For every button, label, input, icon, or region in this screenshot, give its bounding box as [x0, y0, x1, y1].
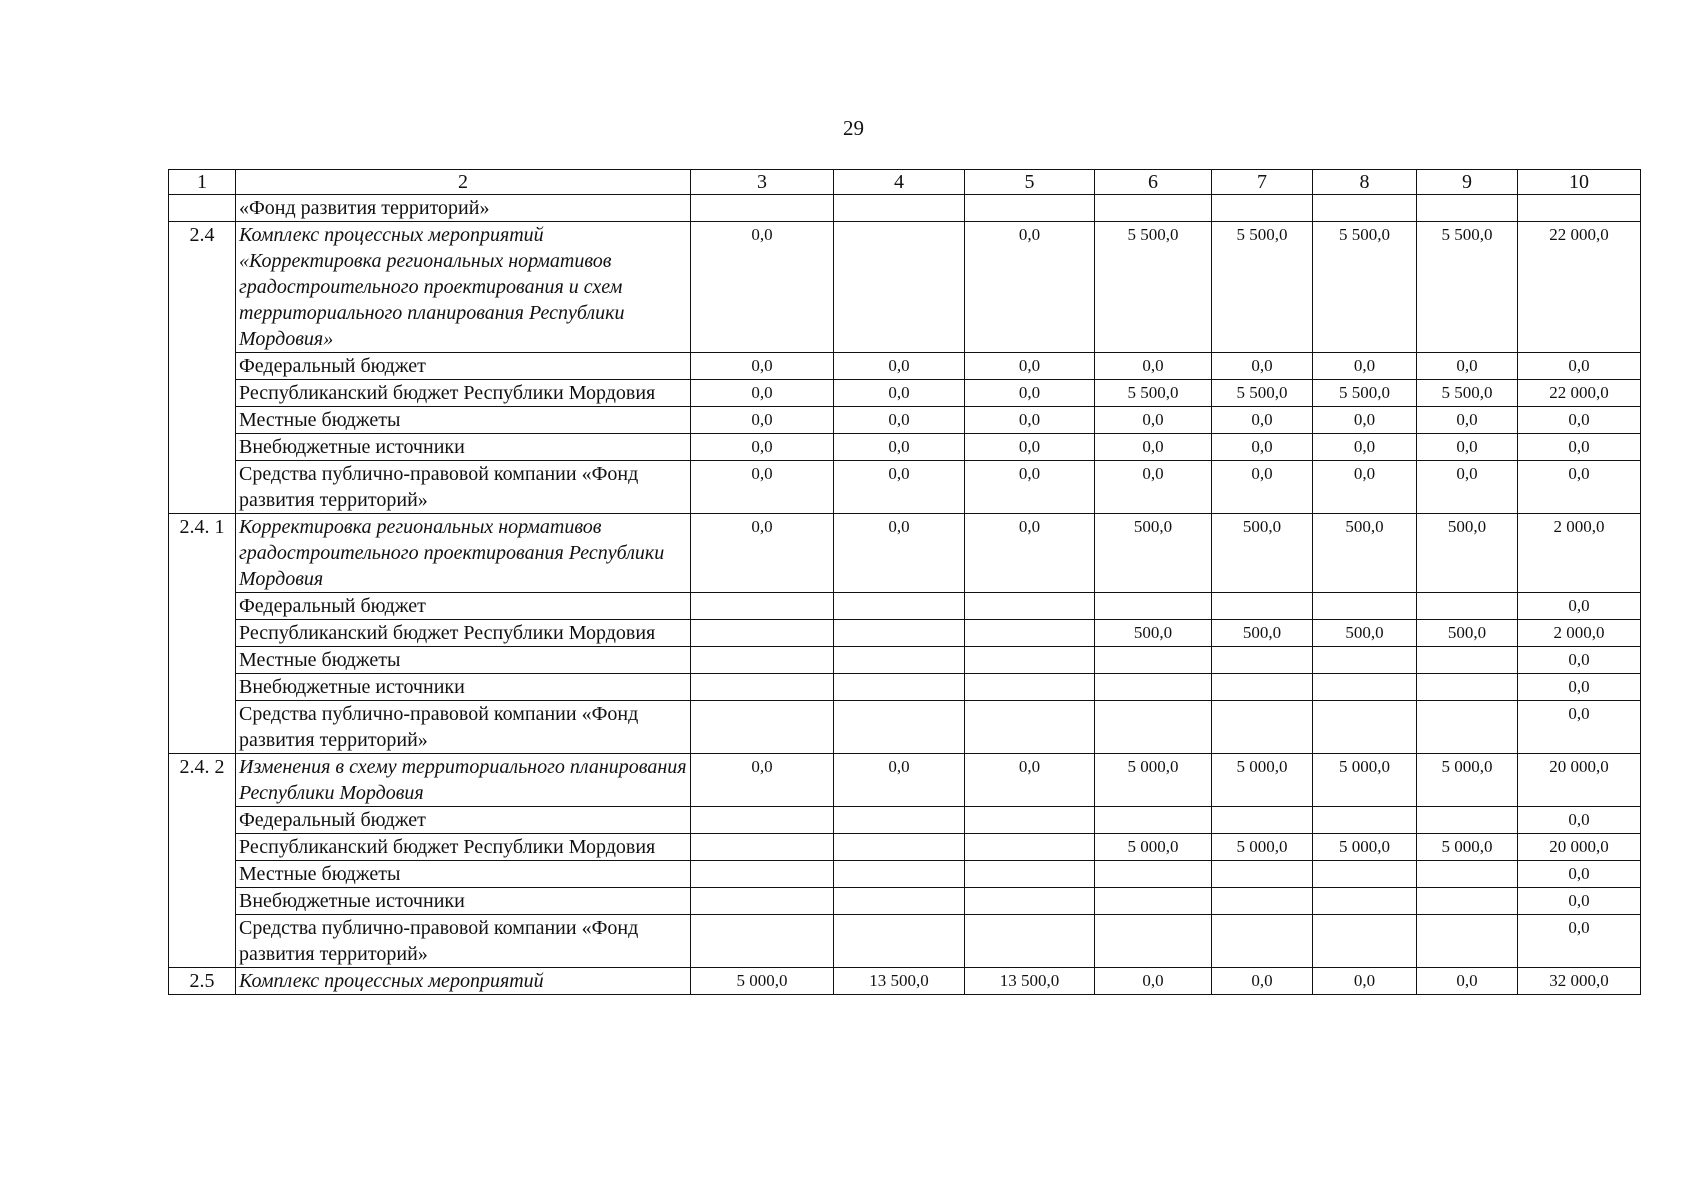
value-cell: 0,0 [691, 461, 834, 514]
value-cell: 5 000,0 [1095, 754, 1212, 807]
value-cell: 0,0 [965, 407, 1095, 434]
value-cell: 0,0 [1518, 353, 1641, 380]
value-cell [691, 834, 834, 861]
value-cell: 0,0 [1518, 915, 1641, 968]
value-cell: 22 000,0 [1518, 222, 1641, 353]
value-cell: 500,0 [1095, 620, 1212, 647]
column-header: 8 [1313, 170, 1417, 195]
table-body [169, 195, 1641, 995]
value-cell [691, 620, 834, 647]
value-cell [1313, 701, 1417, 754]
value-cell: 0,0 [834, 380, 965, 407]
value-cell: 0,0 [1313, 434, 1417, 461]
value-cell: 0,0 [1417, 353, 1518, 380]
value-cell [1417, 593, 1518, 620]
value-cell: 5 500,0 [1313, 380, 1417, 407]
value-cell [1212, 807, 1313, 834]
value-cell: 0,0 [1095, 461, 1212, 514]
value-cell [1095, 861, 1212, 888]
row-description: Внебюджетные источники [236, 674, 691, 701]
value-cell [1313, 861, 1417, 888]
value-cell [1212, 861, 1313, 888]
value-cell [965, 888, 1095, 915]
value-cell [691, 647, 834, 674]
value-cell: 13 500,0 [965, 968, 1095, 995]
value-cell [965, 620, 1095, 647]
row-description: Федеральный бюджет [236, 353, 691, 380]
value-cell: 0,0 [1518, 888, 1641, 915]
value-cell [691, 701, 834, 754]
value-cell: 0,0 [1095, 353, 1212, 380]
value-cell: 500,0 [1212, 620, 1313, 647]
row-description: Республиканский бюджет Республики Мордовия [236, 380, 691, 407]
value-cell [834, 888, 965, 915]
value-cell: 0,0 [691, 353, 834, 380]
value-cell: 5 500,0 [1095, 380, 1212, 407]
table-row [169, 380, 1641, 407]
value-cell [1313, 647, 1417, 674]
value-cell [1095, 647, 1212, 674]
header-row [169, 170, 1641, 195]
value-cell: 0,0 [691, 754, 834, 807]
value-cell: 0,0 [1212, 461, 1313, 514]
budget-table [168, 169, 1641, 995]
value-cell [965, 701, 1095, 754]
value-cell [1417, 701, 1518, 754]
table-row [169, 593, 1641, 620]
table-row [169, 861, 1641, 888]
value-cell: 20 000,0 [1518, 834, 1641, 861]
value-cell [1095, 701, 1212, 754]
value-cell: 0,0 [691, 222, 834, 353]
value-cell [965, 647, 1095, 674]
row-description: Местные бюджеты [236, 407, 691, 434]
value-cell: 0,0 [1518, 701, 1641, 754]
column-header: 1 [169, 170, 236, 195]
value-cell: 500,0 [1212, 514, 1313, 593]
value-cell [965, 915, 1095, 968]
row-index: 2.4 [169, 222, 236, 514]
value-cell [691, 674, 834, 701]
value-cell: 500,0 [1313, 620, 1417, 647]
value-cell: 5 500,0 [1417, 380, 1518, 407]
table-row [169, 807, 1641, 834]
value-cell [1417, 647, 1518, 674]
value-cell: 0,0 [1313, 353, 1417, 380]
row-description: Изменения в схему территориального планирования Республики Мордовия [236, 754, 691, 807]
value-cell: 0,0 [1518, 807, 1641, 834]
value-cell: 0,0 [1212, 353, 1313, 380]
value-cell [965, 195, 1095, 222]
value-cell [1095, 807, 1212, 834]
value-cell [1212, 888, 1313, 915]
value-cell: 5 500,0 [1212, 222, 1313, 353]
value-cell [965, 593, 1095, 620]
value-cell [1518, 195, 1641, 222]
value-cell [1212, 915, 1313, 968]
value-cell: 0,0 [965, 754, 1095, 807]
value-cell: 500,0 [1095, 514, 1212, 593]
value-cell: 0,0 [1095, 407, 1212, 434]
value-cell: 0,0 [691, 514, 834, 593]
row-description: Внебюджетные источники [236, 434, 691, 461]
table-row [169, 968, 1641, 995]
value-cell [834, 620, 965, 647]
value-cell: 0,0 [965, 222, 1095, 353]
value-cell: 5 000,0 [1212, 834, 1313, 861]
value-cell: 5 000,0 [691, 968, 834, 995]
row-description: Средства публично-правовой компании «Фонд развития территорий» [236, 701, 691, 754]
value-cell: 0,0 [1417, 461, 1518, 514]
row-description: Федеральный бюджет [236, 593, 691, 620]
value-cell: 0,0 [965, 461, 1095, 514]
value-cell: 0,0 [1518, 593, 1641, 620]
value-cell [965, 861, 1095, 888]
value-cell [1095, 593, 1212, 620]
table-row [169, 195, 1641, 222]
row-index: 2.5 [169, 968, 236, 995]
value-cell [834, 915, 965, 968]
value-cell: 0,0 [834, 407, 965, 434]
value-cell [965, 807, 1095, 834]
value-cell: 5 000,0 [1417, 754, 1518, 807]
value-cell [1313, 674, 1417, 701]
value-cell: 0,0 [1518, 674, 1641, 701]
value-cell: 32 000,0 [1518, 968, 1641, 995]
value-cell [1212, 674, 1313, 701]
value-cell: 5 500,0 [1095, 222, 1212, 353]
value-cell [1417, 195, 1518, 222]
column-header: 5 [965, 170, 1095, 195]
value-cell [1417, 674, 1518, 701]
value-cell: 0,0 [834, 754, 965, 807]
value-cell: 0,0 [965, 434, 1095, 461]
value-cell: 22 000,0 [1518, 380, 1641, 407]
value-cell [1212, 195, 1313, 222]
value-cell: 0,0 [1518, 434, 1641, 461]
value-cell [1313, 195, 1417, 222]
row-description: Федеральный бюджет [236, 807, 691, 834]
value-cell: 0,0 [1212, 407, 1313, 434]
value-cell [691, 593, 834, 620]
value-cell: 0,0 [834, 514, 965, 593]
value-cell: 0,0 [1417, 407, 1518, 434]
value-cell: 0,0 [965, 353, 1095, 380]
value-cell: 5 500,0 [1313, 222, 1417, 353]
value-cell: 0,0 [1518, 647, 1641, 674]
row-description: Местные бюджеты [236, 861, 691, 888]
value-cell: 0,0 [1518, 861, 1641, 888]
value-cell: 0,0 [834, 434, 965, 461]
value-cell: 0,0 [1417, 968, 1518, 995]
column-header: 10 [1518, 170, 1641, 195]
value-cell [1095, 915, 1212, 968]
page-number: 29 [843, 116, 864, 140]
value-cell [691, 888, 834, 915]
value-cell [1095, 888, 1212, 915]
row-index: 2.4. 2 [169, 754, 236, 968]
value-cell [834, 701, 965, 754]
value-cell [1313, 888, 1417, 915]
value-cell: 5 500,0 [1417, 222, 1518, 353]
value-cell [834, 647, 965, 674]
value-cell: 5 000,0 [1212, 754, 1313, 807]
value-cell: 0,0 [1313, 968, 1417, 995]
value-cell: 0,0 [691, 434, 834, 461]
value-cell [1313, 593, 1417, 620]
row-description: Комплекс процессных мероприятий [236, 968, 691, 995]
value-cell [1417, 888, 1518, 915]
value-cell [1417, 861, 1518, 888]
value-cell: 0,0 [834, 461, 965, 514]
value-cell: 0,0 [1417, 434, 1518, 461]
value-cell: 0,0 [1095, 968, 1212, 995]
row-index [169, 195, 236, 222]
table-row [169, 888, 1641, 915]
value-cell [965, 674, 1095, 701]
table-row [169, 701, 1641, 754]
value-cell: 0,0 [691, 407, 834, 434]
row-description: Комплекс процессных мероприятий «Корректировка региональных нормативов градостроительного проектирования и схем территориального планирования Республики Мордовия» [236, 222, 691, 353]
value-cell [834, 861, 965, 888]
value-cell: 0,0 [691, 380, 834, 407]
table-row [169, 834, 1641, 861]
table-row [169, 674, 1641, 701]
value-cell: 0,0 [834, 353, 965, 380]
value-cell [1212, 647, 1313, 674]
row-description: Местные бюджеты [236, 647, 691, 674]
row-description: Республиканский бюджет Республики Мордовия [236, 834, 691, 861]
table-row [169, 647, 1641, 674]
value-cell: 0,0 [1518, 461, 1641, 514]
value-cell: 5 000,0 [1313, 754, 1417, 807]
column-header: 3 [691, 170, 834, 195]
value-cell: 0,0 [1518, 407, 1641, 434]
value-cell [834, 195, 965, 222]
column-header: 7 [1212, 170, 1313, 195]
row-description: Корректировка региональных нормативов градостроительного проектирования Республики Мордовия [236, 514, 691, 593]
value-cell: 0,0 [965, 514, 1095, 593]
value-cell [691, 861, 834, 888]
table-row [169, 514, 1641, 593]
value-cell [691, 807, 834, 834]
row-index: 2.4. 1 [169, 514, 236, 754]
value-cell [1313, 915, 1417, 968]
row-description: Внебюджетные источники [236, 888, 691, 915]
table-row [169, 915, 1641, 968]
value-cell: 5 500,0 [1212, 380, 1313, 407]
value-cell: 0,0 [1313, 407, 1417, 434]
value-cell [691, 195, 834, 222]
value-cell [965, 834, 1095, 861]
value-cell [834, 222, 965, 353]
table-row [169, 620, 1641, 647]
value-cell: 0,0 [965, 380, 1095, 407]
value-cell [834, 807, 965, 834]
table-row [169, 754, 1641, 807]
value-cell [1095, 195, 1212, 222]
value-cell [1095, 674, 1212, 701]
table-row [169, 461, 1641, 514]
row-description: Средства публично-правовой компании «Фонд развития территорий» [236, 461, 691, 514]
value-cell: 5 000,0 [1313, 834, 1417, 861]
table-row [169, 434, 1641, 461]
value-cell [1212, 701, 1313, 754]
value-cell [834, 674, 965, 701]
value-cell: 500,0 [1417, 620, 1518, 647]
value-cell: 500,0 [1417, 514, 1518, 593]
value-cell: 500,0 [1313, 514, 1417, 593]
value-cell: 2 000,0 [1518, 620, 1641, 647]
value-cell: 13 500,0 [834, 968, 965, 995]
table-row [169, 407, 1641, 434]
value-cell: 2 000,0 [1518, 514, 1641, 593]
value-cell [834, 593, 965, 620]
value-cell: 5 000,0 [1095, 834, 1212, 861]
value-cell [1212, 593, 1313, 620]
value-cell: 0,0 [1313, 461, 1417, 514]
value-cell [1417, 915, 1518, 968]
value-cell [691, 915, 834, 968]
column-header: 2 [236, 170, 691, 195]
column-header: 4 [834, 170, 965, 195]
value-cell [1417, 807, 1518, 834]
value-cell: 0,0 [1095, 434, 1212, 461]
row-description: «Фонд развития территорий» [236, 195, 691, 222]
value-cell [1313, 807, 1417, 834]
value-cell: 5 000,0 [1417, 834, 1518, 861]
value-cell: 0,0 [1212, 968, 1313, 995]
row-description: Средства публично-правовой компании «Фонд развития территорий» [236, 915, 691, 968]
value-cell: 0,0 [1212, 434, 1313, 461]
value-cell: 20 000,0 [1518, 754, 1641, 807]
column-header: 9 [1417, 170, 1518, 195]
value-cell [834, 834, 965, 861]
row-description: Республиканский бюджет Республики Мордовия [236, 620, 691, 647]
table-row [169, 353, 1641, 380]
table-row [169, 222, 1641, 353]
column-header: 6 [1095, 170, 1212, 195]
